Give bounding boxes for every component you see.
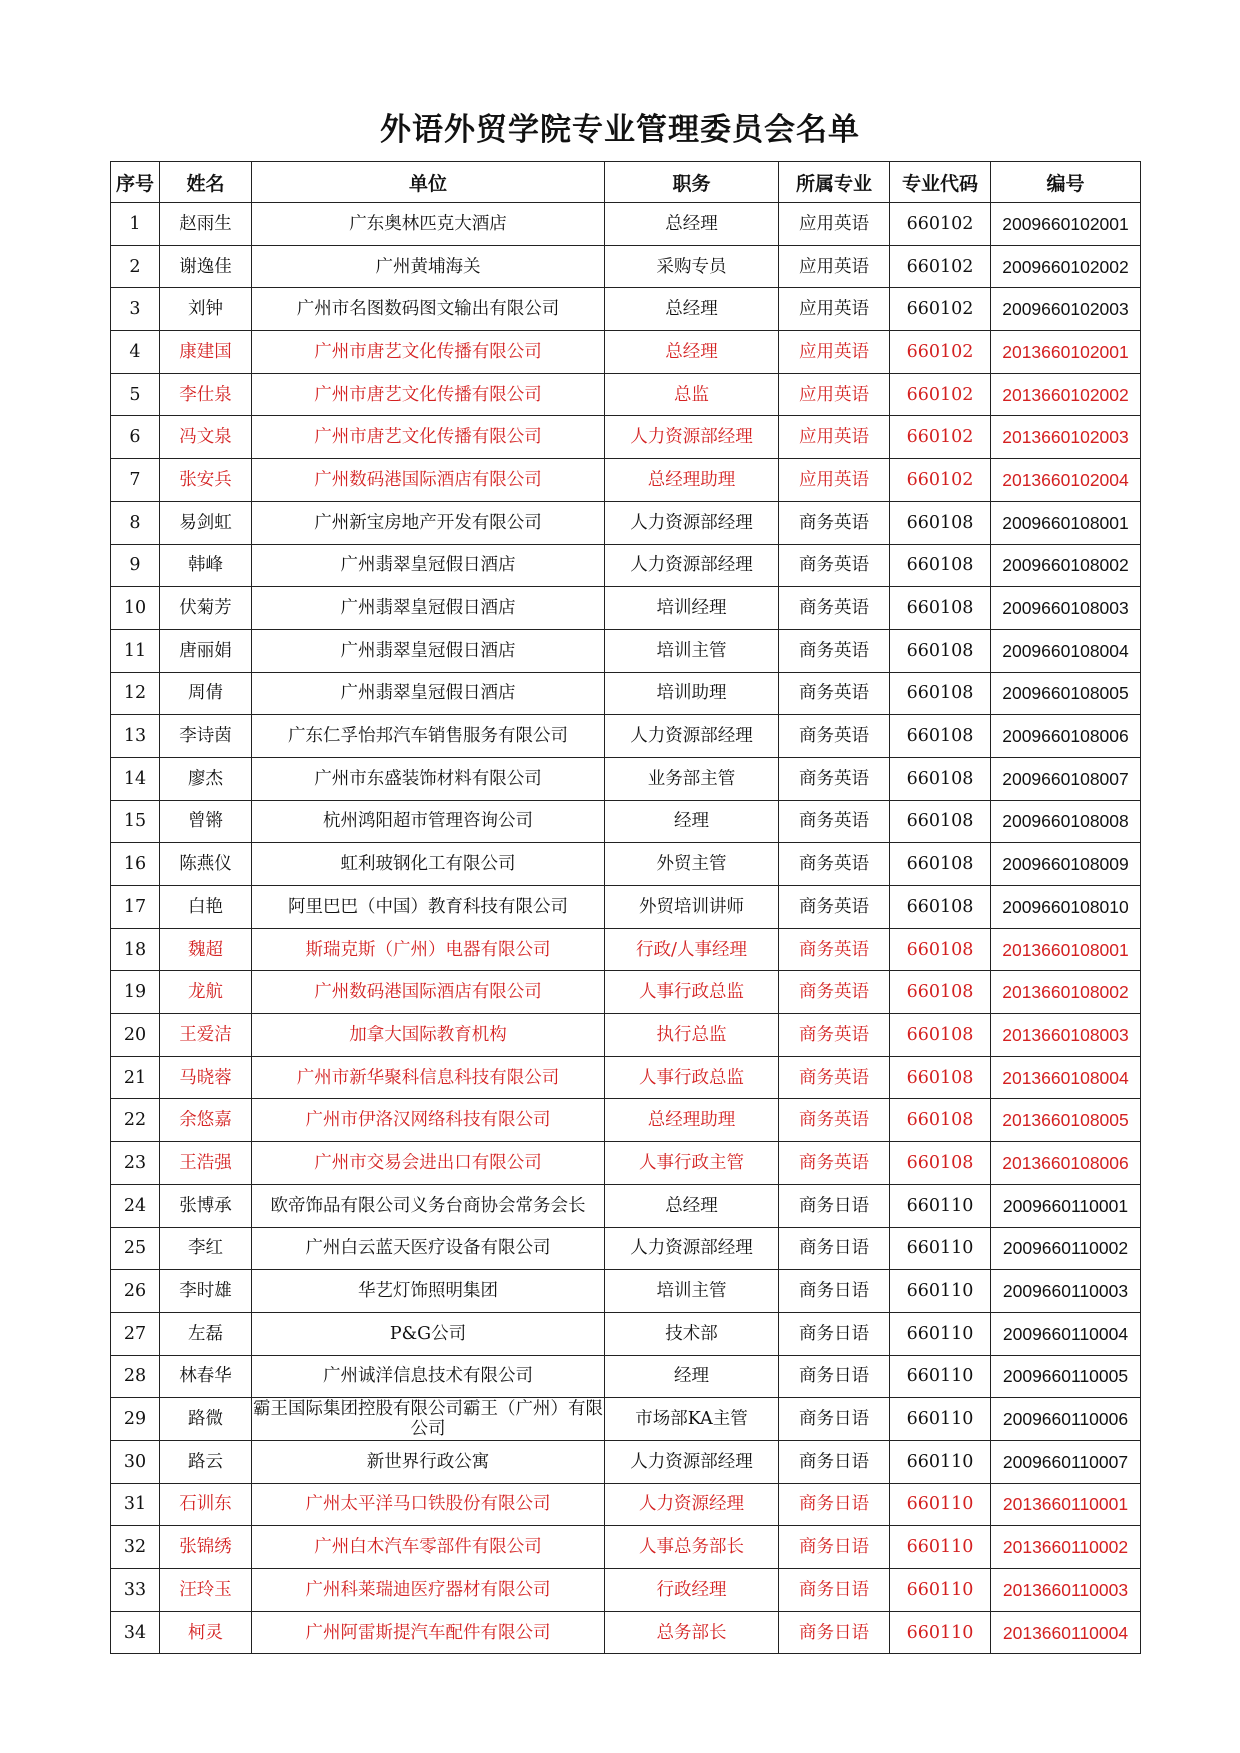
cell-seq: 28 <box>111 1355 160 1398</box>
table-row <box>111 416 1141 459</box>
cell-seq: 20 <box>111 1014 160 1057</box>
cell-unit: 广州市名图数码图文输出有限公司 <box>252 288 605 331</box>
cell-major: 商务日语 <box>779 1227 890 1270</box>
cell-position: 人事行政主管 <box>605 1142 779 1185</box>
cell-seq: 26 <box>111 1270 160 1313</box>
table-row <box>111 1483 1141 1526</box>
cell-unit: 广东奥林匹克大酒店 <box>252 203 605 246</box>
cell-seq: 7 <box>111 459 160 502</box>
cell-name: 魏超 <box>160 928 252 971</box>
cell-serial-number: 2009660108010 <box>991 886 1141 929</box>
cell-serial-number: 2009660102001 <box>991 203 1141 246</box>
cell-seq: 8 <box>111 501 160 544</box>
cell-seq: 6 <box>111 416 160 459</box>
header-major-code: 专业代码 <box>890 162 991 203</box>
cell-name: 白艳 <box>160 886 252 929</box>
cell-major: 商务英语 <box>779 1099 890 1142</box>
cell-serial-number: 2009660108001 <box>991 501 1141 544</box>
table-row <box>111 1227 1141 1270</box>
table-row <box>111 672 1141 715</box>
cell-major: 应用英语 <box>779 288 890 331</box>
cell-major: 商务日语 <box>779 1184 890 1227</box>
page-title: 外语外贸学院专业管理委员会名单 <box>380 112 860 148</box>
cell-position: 人力资源经理 <box>605 1483 779 1526</box>
cell-unit: 广州市伊洛汉网络科技有限公司 <box>252 1099 605 1142</box>
cell-position: 培训主管 <box>605 629 779 672</box>
cell-unit: 广州诚洋信息技术有限公司 <box>252 1355 605 1398</box>
cell-major: 商务日语 <box>779 1483 890 1526</box>
cell-name: 余悠嘉 <box>160 1099 252 1142</box>
cell-name: 林春华 <box>160 1355 252 1398</box>
cell-name: 伏菊芳 <box>160 587 252 630</box>
cell-major-code: 660108 <box>890 672 991 715</box>
table-header <box>111 162 1141 203</box>
cell-major-code: 660102 <box>890 203 991 246</box>
cell-name: 王浩强 <box>160 1142 252 1185</box>
cell-name: 李诗茵 <box>160 715 252 758</box>
cell-seq: 31 <box>111 1483 160 1526</box>
cell-name: 易剑虹 <box>160 501 252 544</box>
cell-seq: 14 <box>111 757 160 800</box>
cell-serial-number: 2009660108008 <box>991 800 1141 843</box>
cell-seq: 27 <box>111 1312 160 1355</box>
cell-seq: 11 <box>111 629 160 672</box>
table-row <box>111 757 1141 800</box>
cell-unit: 广州市新华聚科信息科技有限公司 <box>252 1056 605 1099</box>
cell-name: 王爱洁 <box>160 1014 252 1057</box>
cell-unit: 广州市东盛装饰材料有限公司 <box>252 757 605 800</box>
cell-position: 人力资源部经理 <box>605 544 779 587</box>
cell-major: 商务日语 <box>779 1526 890 1569</box>
cell-name: 李时雄 <box>160 1270 252 1313</box>
cell-major-code: 660108 <box>890 1142 991 1185</box>
cell-major-code: 660108 <box>890 971 991 1014</box>
cell-major-code: 660110 <box>890 1355 991 1398</box>
cell-major: 商务日语 <box>779 1611 890 1654</box>
cell-unit: 斯瑞克斯（广州）电器有限公司 <box>252 928 605 971</box>
cell-seq: 15 <box>111 800 160 843</box>
cell-position: 总监 <box>605 373 779 416</box>
cell-name: 路微 <box>160 1398 252 1441</box>
cell-unit: 广东仁孚怡邦汽车销售服务有限公司 <box>252 715 605 758</box>
cell-major-code: 660102 <box>890 416 991 459</box>
cell-unit: 广州市唐艺文化传播有限公司 <box>252 373 605 416</box>
cell-major-code: 660108 <box>890 1056 991 1099</box>
cell-name: 韩峰 <box>160 544 252 587</box>
cell-major-code: 660108 <box>890 629 991 672</box>
table-row <box>111 629 1141 672</box>
cell-serial-number: 2009660110003 <box>991 1270 1141 1313</box>
cell-position: 人力资源部经理 <box>605 416 779 459</box>
cell-seq: 21 <box>111 1056 160 1099</box>
cell-unit: P&G公司 <box>252 1312 605 1355</box>
cell-seq: 32 <box>111 1526 160 1569</box>
cell-major-code: 660108 <box>890 544 991 587</box>
cell-position: 培训主管 <box>605 1270 779 1313</box>
cell-position: 人事总务部长 <box>605 1526 779 1569</box>
table-row <box>111 459 1141 502</box>
table-row <box>111 373 1141 416</box>
cell-major: 商务英语 <box>779 800 890 843</box>
cell-seq: 24 <box>111 1184 160 1227</box>
cell-position: 执行总监 <box>605 1014 779 1057</box>
cell-seq: 29 <box>111 1398 160 1441</box>
cell-name: 汪玲玉 <box>160 1569 252 1612</box>
table-row <box>111 715 1141 758</box>
cell-serial-number: 2013660110002 <box>991 1526 1141 1569</box>
cell-major-code: 660108 <box>890 715 991 758</box>
cell-serial-number: 2009660110006 <box>991 1398 1141 1441</box>
cell-position: 总务部长 <box>605 1611 779 1654</box>
cell-major-code: 660102 <box>890 459 991 502</box>
cell-serial-number: 2013660102002 <box>991 373 1141 416</box>
cell-unit: 新世界行政公寓 <box>252 1440 605 1483</box>
cell-major: 应用英语 <box>779 373 890 416</box>
cell-name: 李红 <box>160 1227 252 1270</box>
cell-position: 采购专员 <box>605 245 779 288</box>
cell-major: 商务英语 <box>779 587 890 630</box>
cell-seq: 17 <box>111 886 160 929</box>
cell-position: 人力资源部经理 <box>605 1227 779 1270</box>
cell-unit: 广州白云蓝天医疗设备有限公司 <box>252 1227 605 1270</box>
table-row <box>111 886 1141 929</box>
cell-major-code: 660108 <box>890 928 991 971</box>
cell-seq: 12 <box>111 672 160 715</box>
cell-serial-number: 2013660108003 <box>991 1014 1141 1057</box>
table-row <box>111 245 1141 288</box>
cell-major: 商务英语 <box>779 715 890 758</box>
cell-major-code: 660102 <box>890 288 991 331</box>
cell-position: 总经理 <box>605 203 779 246</box>
table-row <box>111 1312 1141 1355</box>
table-row <box>111 288 1141 331</box>
table-row <box>111 1569 1141 1612</box>
cell-serial-number: 2013660110004 <box>991 1611 1141 1654</box>
cell-unit: 广州太平洋马口铁股份有限公司 <box>252 1483 605 1526</box>
cell-major: 商务英语 <box>779 971 890 1014</box>
cell-name: 曾锵 <box>160 800 252 843</box>
cell-position: 业务部主管 <box>605 757 779 800</box>
cell-major: 商务英语 <box>779 544 890 587</box>
table-row <box>111 587 1141 630</box>
cell-serial-number: 2013660102004 <box>991 459 1141 502</box>
table-row <box>111 800 1141 843</box>
cell-serial-number: 2013660108002 <box>991 971 1141 1014</box>
cell-serial-number: 2009660110007 <box>991 1440 1141 1483</box>
cell-position: 经理 <box>605 1355 779 1398</box>
cell-seq: 5 <box>111 373 160 416</box>
cell-unit: 广州翡翠皇冠假日酒店 <box>252 672 605 715</box>
cell-major-code: 660110 <box>890 1398 991 1441</box>
cell-name: 刘钟 <box>160 288 252 331</box>
cell-major-code: 660108 <box>890 1099 991 1142</box>
cell-major-code: 660102 <box>890 373 991 416</box>
cell-seq: 10 <box>111 587 160 630</box>
cell-major: 商务英语 <box>779 886 890 929</box>
cell-serial-number: 2009660108009 <box>991 843 1141 886</box>
cell-major: 应用英语 <box>779 203 890 246</box>
cell-major: 商务日语 <box>779 1270 890 1313</box>
cell-major: 商务英语 <box>779 629 890 672</box>
cell-unit: 广州市交易会进出口有限公司 <box>252 1142 605 1185</box>
cell-major-code: 660110 <box>890 1227 991 1270</box>
cell-unit: 阿里巴巴（中国）教育科技有限公司 <box>252 886 605 929</box>
cell-serial-number: 2013660102001 <box>991 331 1141 374</box>
cell-major-code: 660110 <box>890 1312 991 1355</box>
cell-major: 商务英语 <box>779 501 890 544</box>
cell-serial-number: 2009660102002 <box>991 245 1141 288</box>
cell-name: 张博承 <box>160 1184 252 1227</box>
cell-unit: 广州数码港国际酒店有限公司 <box>252 971 605 1014</box>
cell-major: 商务日语 <box>779 1312 890 1355</box>
cell-seq: 1 <box>111 203 160 246</box>
cell-position: 经理 <box>605 800 779 843</box>
cell-major-code: 660102 <box>890 245 991 288</box>
cell-major-code: 660108 <box>890 1014 991 1057</box>
table-row <box>111 1099 1141 1142</box>
cell-seq: 22 <box>111 1099 160 1142</box>
cell-serial-number: 2009660108004 <box>991 629 1141 672</box>
cell-name: 左磊 <box>160 1312 252 1355</box>
cell-unit: 广州翡翠皇冠假日酒店 <box>252 587 605 630</box>
header-serial-number: 编号 <box>991 162 1141 203</box>
cell-position: 行政经理 <box>605 1569 779 1612</box>
cell-major: 商务英语 <box>779 843 890 886</box>
cell-major: 应用英语 <box>779 459 890 502</box>
cell-name: 马晓蓉 <box>160 1056 252 1099</box>
cell-major: 商务英语 <box>779 1056 890 1099</box>
cell-name: 周倩 <box>160 672 252 715</box>
cell-position: 总经理 <box>605 331 779 374</box>
table-row <box>111 1184 1141 1227</box>
cell-position: 培训经理 <box>605 587 779 630</box>
cell-name: 康建国 <box>160 331 252 374</box>
cell-seq: 19 <box>111 971 160 1014</box>
cell-seq: 2 <box>111 245 160 288</box>
cell-major-code: 660110 <box>890 1569 991 1612</box>
cell-serial-number: 2009660108003 <box>991 587 1141 630</box>
cell-position: 外贸培训讲师 <box>605 886 779 929</box>
cell-major: 商务日语 <box>779 1569 890 1612</box>
header-name: 姓名 <box>160 162 252 203</box>
cell-name: 路云 <box>160 1440 252 1483</box>
cell-serial-number: 2013660110003 <box>991 1569 1141 1612</box>
cell-unit: 加拿大国际教育机构 <box>252 1014 605 1057</box>
cell-position: 人事行政总监 <box>605 971 779 1014</box>
cell-position: 外贸主管 <box>605 843 779 886</box>
cell-position: 市场部KA主管 <box>605 1398 779 1441</box>
cell-major-code: 660110 <box>890 1184 991 1227</box>
cell-seq: 4 <box>111 331 160 374</box>
cell-serial-number: 2009660108005 <box>991 672 1141 715</box>
cell-unit: 杭州鸿阳超市管理咨询公司 <box>252 800 605 843</box>
cell-name: 赵雨生 <box>160 203 252 246</box>
cell-major-code: 660110 <box>890 1440 991 1483</box>
cell-unit: 华艺灯饰照明集团 <box>252 1270 605 1313</box>
cell-seq: 16 <box>111 843 160 886</box>
cell-major: 商务英语 <box>779 928 890 971</box>
cell-major-code: 660108 <box>890 800 991 843</box>
cell-name: 冯文泉 <box>160 416 252 459</box>
cell-seq: 34 <box>111 1611 160 1654</box>
table-row <box>111 544 1141 587</box>
cell-seq: 3 <box>111 288 160 331</box>
header-position: 职务 <box>605 162 779 203</box>
cell-serial-number: 2009660102003 <box>991 288 1141 331</box>
header-seq: 序号 <box>111 162 160 203</box>
table-row <box>111 843 1141 886</box>
cell-name: 李仕泉 <box>160 373 252 416</box>
table-row <box>111 1355 1141 1398</box>
cell-position: 人力资源部经理 <box>605 1440 779 1483</box>
cell-major-code: 660102 <box>890 331 991 374</box>
cell-seq: 23 <box>111 1142 160 1185</box>
header-unit: 单位 <box>252 162 605 203</box>
table-row <box>111 203 1141 246</box>
cell-position: 行政/人事经理 <box>605 928 779 971</box>
cell-unit: 广州数码港国际酒店有限公司 <box>252 459 605 502</box>
cell-unit: 广州阿雷斯提汽车配件有限公司 <box>252 1611 605 1654</box>
cell-major: 商务日语 <box>779 1398 890 1441</box>
cell-unit: 广州科莱瑞迪医疗器材有限公司 <box>252 1569 605 1612</box>
cell-serial-number: 2009660110002 <box>991 1227 1141 1270</box>
cell-major-code: 660108 <box>890 843 991 886</box>
table-row <box>111 928 1141 971</box>
cell-serial-number: 2013660108006 <box>991 1142 1141 1185</box>
cell-name: 张锦绣 <box>160 1526 252 1569</box>
cell-name: 唐丽娟 <box>160 629 252 672</box>
committee-roster-table <box>110 161 1141 1654</box>
cell-major-code: 660110 <box>890 1526 991 1569</box>
cell-seq: 9 <box>111 544 160 587</box>
table-row <box>111 971 1141 1014</box>
table-row <box>111 1440 1141 1483</box>
cell-serial-number: 2009660110001 <box>991 1184 1141 1227</box>
cell-name: 廖杰 <box>160 757 252 800</box>
cell-major: 商务英语 <box>779 757 890 800</box>
cell-position: 总经理 <box>605 288 779 331</box>
cell-major-code: 660110 <box>890 1611 991 1654</box>
cell-major: 商务英语 <box>779 1014 890 1057</box>
cell-unit: 霸王国际集团控股有限公司霸王（广州）有限公司 <box>253 1399 603 1440</box>
cell-major: 商务英语 <box>779 672 890 715</box>
cell-major: 商务英语 <box>779 1142 890 1185</box>
table-body <box>111 203 1141 1654</box>
cell-unit: 虹利玻钢化工有限公司 <box>252 843 605 886</box>
cell-name: 龙航 <box>160 971 252 1014</box>
cell-major-code: 660110 <box>890 1483 991 1526</box>
table-row <box>111 1611 1141 1654</box>
cell-major: 商务日语 <box>779 1355 890 1398</box>
cell-seq: 33 <box>111 1569 160 1612</box>
table-row <box>111 1398 1141 1441</box>
cell-unit: 广州翡翠皇冠假日酒店 <box>252 544 605 587</box>
table-row <box>111 1526 1141 1569</box>
cell-position: 人力资源部经理 <box>605 501 779 544</box>
cell-major: 商务日语 <box>779 1440 890 1483</box>
cell-name: 陈燕仪 <box>160 843 252 886</box>
cell-serial-number: 2009660110005 <box>991 1355 1141 1398</box>
cell-seq: 30 <box>111 1440 160 1483</box>
cell-name: 谢逸佳 <box>160 245 252 288</box>
cell-unit: 广州市唐艺文化传播有限公司 <box>252 331 605 374</box>
cell-unit: 广州市唐艺文化传播有限公司 <box>252 416 605 459</box>
cell-position: 培训助理 <box>605 672 779 715</box>
cell-unit: 欧帝饰品有限公司义务台商协会常务会长 <box>252 1184 605 1227</box>
cell-position: 技术部 <box>605 1312 779 1355</box>
table-row <box>111 1056 1141 1099</box>
cell-unit: 广州黄埔海关 <box>252 245 605 288</box>
table-row <box>111 331 1141 374</box>
cell-major-code: 660108 <box>890 757 991 800</box>
cell-seq: 13 <box>111 715 160 758</box>
table-row <box>111 501 1141 544</box>
cell-serial-number: 2013660102003 <box>991 416 1141 459</box>
cell-serial-number: 2013660108004 <box>991 1056 1141 1099</box>
cell-position: 总经理助理 <box>605 459 779 502</box>
cell-unit: 广州白木汽车零部件有限公司 <box>252 1526 605 1569</box>
cell-major-code: 660108 <box>890 587 991 630</box>
cell-position: 人事行政总监 <box>605 1056 779 1099</box>
table-row <box>111 1270 1141 1313</box>
cell-unit: 广州翡翠皇冠假日酒店 <box>252 629 605 672</box>
cell-seq: 18 <box>111 928 160 971</box>
cell-name: 石训东 <box>160 1483 252 1526</box>
cell-serial-number: 2013660108005 <box>991 1099 1141 1142</box>
cell-position: 人力资源部经理 <box>605 715 779 758</box>
cell-major-code: 660110 <box>890 1270 991 1313</box>
table-row <box>111 1014 1141 1057</box>
cell-serial-number: 2013660110001 <box>991 1483 1141 1526</box>
cell-major: 应用英语 <box>779 416 890 459</box>
cell-major-code: 660108 <box>890 501 991 544</box>
cell-serial-number: 2009660108007 <box>991 757 1141 800</box>
cell-position: 总经理 <box>605 1184 779 1227</box>
cell-serial-number: 2013660108001 <box>991 928 1141 971</box>
cell-name: 柯灵 <box>160 1611 252 1654</box>
header-major: 所属专业 <box>779 162 890 203</box>
cell-major: 应用英语 <box>779 245 890 288</box>
cell-major-code: 660108 <box>890 886 991 929</box>
cell-name: 张安兵 <box>160 459 252 502</box>
table-row <box>111 1142 1141 1185</box>
cell-serial-number: 2009660108006 <box>991 715 1141 758</box>
cell-major: 应用英语 <box>779 331 890 374</box>
cell-position: 总经理助理 <box>605 1099 779 1142</box>
cell-seq: 25 <box>111 1227 160 1270</box>
header-row <box>111 162 1141 203</box>
cell-serial-number: 2009660110004 <box>991 1312 1141 1355</box>
cell-serial-number: 2009660108002 <box>991 544 1141 587</box>
cell-unit: 广州新宝房地产开发有限公司 <box>252 501 605 544</box>
